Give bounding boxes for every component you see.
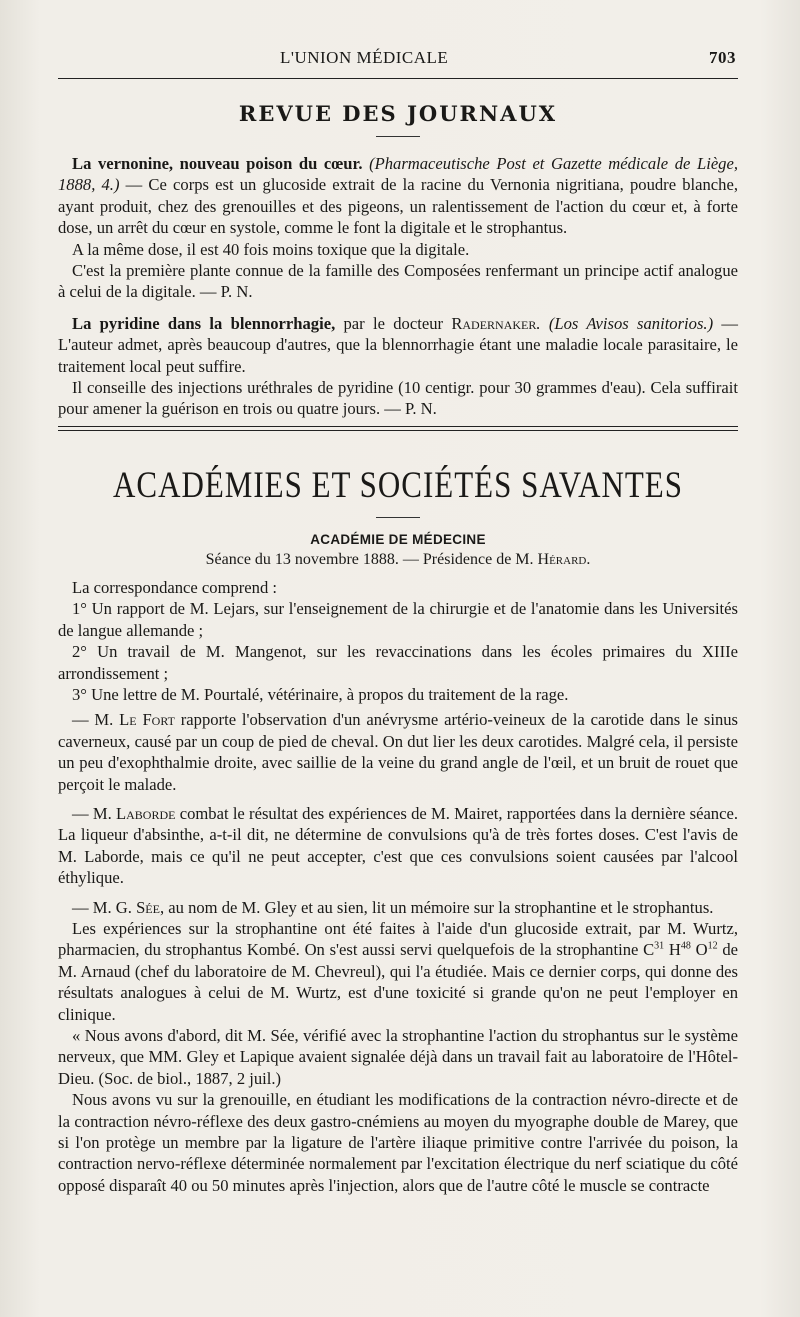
academy-subtitle: ACADÉMIE DE MÉDECINE xyxy=(310,531,486,547)
paragraph: Il conseille des injections uréthrales de pyridine (10 centigr. pour 30 grammes d'eau). Cela suffirait pour amener la guérison en trois ou quatre jours. — P. N. xyxy=(58,378,738,419)
page-number: 703 xyxy=(709,48,736,67)
paragraph xyxy=(58,313,738,377)
formula-subscript: 12 xyxy=(707,940,718,952)
paragraph-quote: « Nous avons d'abord, dit M. Sée, vérifié avec la strophantine l'action du strophantus sur le système nerveux, que MM. Gley et Lapique avaient signalée déjà dans un travail fait au laboratoire de l'Hôtel-Dieu. (Soc. de biol., 1887, 2 juil.) xyxy=(58,1026,738,1088)
article-source: . (Los Avisos sanitorios.) xyxy=(536,313,714,333)
correspondance-item: 2° Un travail de M. Mangenot, sur les revaccinations dans les écoles primaires du XIIIe arrondissement ; xyxy=(58,642,738,683)
formula-element: H xyxy=(664,940,681,960)
paragraph-text: combat le résultat des expériences de M. Mairet, rapportées dans la dernière séance. La liqueur d'absinthe, a-t-il dit, ne détermine de convulsions qu'à de très fortes doses. C'est l'avis de M. Laborde, mais ce qu'il ne peut accepter, c'est que ces convulsions soient causées par l'alcool éthylique. xyxy=(58,803,738,888)
paragraph-see xyxy=(58,897,738,918)
correspondance-item: 1° Un rapport de M. Lejars, sur l'enseignement de la chirurgie et de l'anatomie dans les Universités de langue allemande ; xyxy=(58,599,738,640)
section-title-academies: ACADÉMIES ET SOCIÉTÉS SAVANTES xyxy=(113,463,683,505)
article-vernonine xyxy=(58,153,738,303)
correspondance-intro: La correspondance comprend : xyxy=(72,577,278,597)
header-rule xyxy=(58,78,738,79)
paragraph-lefort xyxy=(58,709,738,795)
speaker-name: Sée xyxy=(136,897,160,917)
formula-subscript: 48 xyxy=(680,940,691,952)
paragraph-experiences xyxy=(58,918,738,1025)
seance-line xyxy=(58,551,738,569)
correspondance-item: 3° Une lettre de M. Pourtalé, vétérinaire, à propos du traitement de la rage. xyxy=(72,684,569,704)
article-source: (Pharmaceutische Post et Gazette médicale de Liège, 1888, 4.) xyxy=(58,154,738,195)
speaker-name: Le Fort xyxy=(119,710,175,730)
section-divider xyxy=(58,426,738,433)
paragraph-text: de M. Arnaud (chef du laboratoire de M. Chevreul), qui l'a étudiée. Mais ce dernier corps, qui donne des résultats analogues à celui de M. Wurtz, est d'une toxicité si grande qu'on ne peut l'employer en clinique. xyxy=(58,940,739,1024)
title-rule xyxy=(376,136,420,137)
president-name: Hérard xyxy=(537,550,587,568)
paragraph: C'est la première plante connue de la famille des Composées renfermant un principe actif analogue à celui de la digitale. — P. N. xyxy=(58,261,738,302)
paragraph-final: Nous avons vu sur la grenouille, en étudiant les modifications de la contraction névro-directe et de la contraction névro-réflexe des deux gastro-cnémiens au moyen du myographe double de Marey, que si l'on protège un membre par la ligature de l'artère iliaque primitive contre l'arrivée du poison, la contraction nervo-réflexe déterminée normalement par l'excitation électrique du nerf sciatique du côté opposé disparaît 40 ou 50 minutes après l'injection, alors que de l'autre côté le muscle se contracte xyxy=(58,1090,738,1195)
paragraph-text: — Ce corps est un glucoside extrait de la racine du Vernonia nigritiana, poudre blanche, ayant produit, chez des grenouilles et des pigeons, un ralentissement de l'action du cœur et, à forte dose, un arrêt du cœur en systole, comme le font la digitale et le strophantus. xyxy=(58,175,738,238)
article-title: La pyridine dans la blennorrhagie, xyxy=(72,313,336,333)
article-author: Radernaker xyxy=(451,313,537,333)
paragraph-text: , au nom de M. Gley et au sien, lit un mémoire sur la strophantine et le strophantus. xyxy=(159,897,714,917)
running-header xyxy=(58,48,738,74)
dash-prefix: — M. xyxy=(72,710,120,730)
paragraph: A la même dose, il est 40 fois moins toxique que la digitale. xyxy=(72,239,470,259)
paragraph-text: rapporte l'observation d'un anévrysme artério-veineux de la carotide dans le sinus caverneux, causé par un coup de pied de cheval. On dut lier les deux carotides. Malgré cela, il persiste un peu d'exophthalmie droite, avec saillie de la veine du grand angle de l'œil, et un bruit de rouet que perçoit le malade. xyxy=(58,710,738,794)
speaker-name: Laborde xyxy=(116,803,176,823)
article-pyridine xyxy=(58,313,738,420)
dash-prefix: — M. xyxy=(72,803,116,823)
paragraph-text: Les expériences sur la strophantine ont été faites à l'aide d'un glucoside extrait, par M. Wurtz, pharmacien, du strophantus Kombé. On s'est aussi servi quelquefois de la strophantine C xyxy=(58,918,738,960)
paragraph xyxy=(58,153,738,239)
running-title: L'UNION MÉDICALE xyxy=(280,48,449,67)
article-byline: par le docteur xyxy=(335,313,452,333)
section-title-revue: REVUE DES JOURNAUX xyxy=(238,101,558,126)
paragraph-text: — L'auteur admet, après beaucoup d'autres, que la blennorrhagie étant une maladie locale parasitaire, le traitement local peut suffire. xyxy=(58,313,738,376)
seance-text: Séance du 13 novembre 1888. — Présidence de M. xyxy=(205,550,538,568)
title-rule xyxy=(376,517,420,518)
dash-prefix: — M. G. xyxy=(72,897,137,917)
seance-end: . xyxy=(586,550,591,568)
paragraph-laborde xyxy=(58,803,738,889)
formula-subscript: 31 xyxy=(654,940,665,952)
article-title: La vernonine, nouveau poison du cœur. xyxy=(72,154,363,173)
formula-element: O xyxy=(690,940,708,960)
